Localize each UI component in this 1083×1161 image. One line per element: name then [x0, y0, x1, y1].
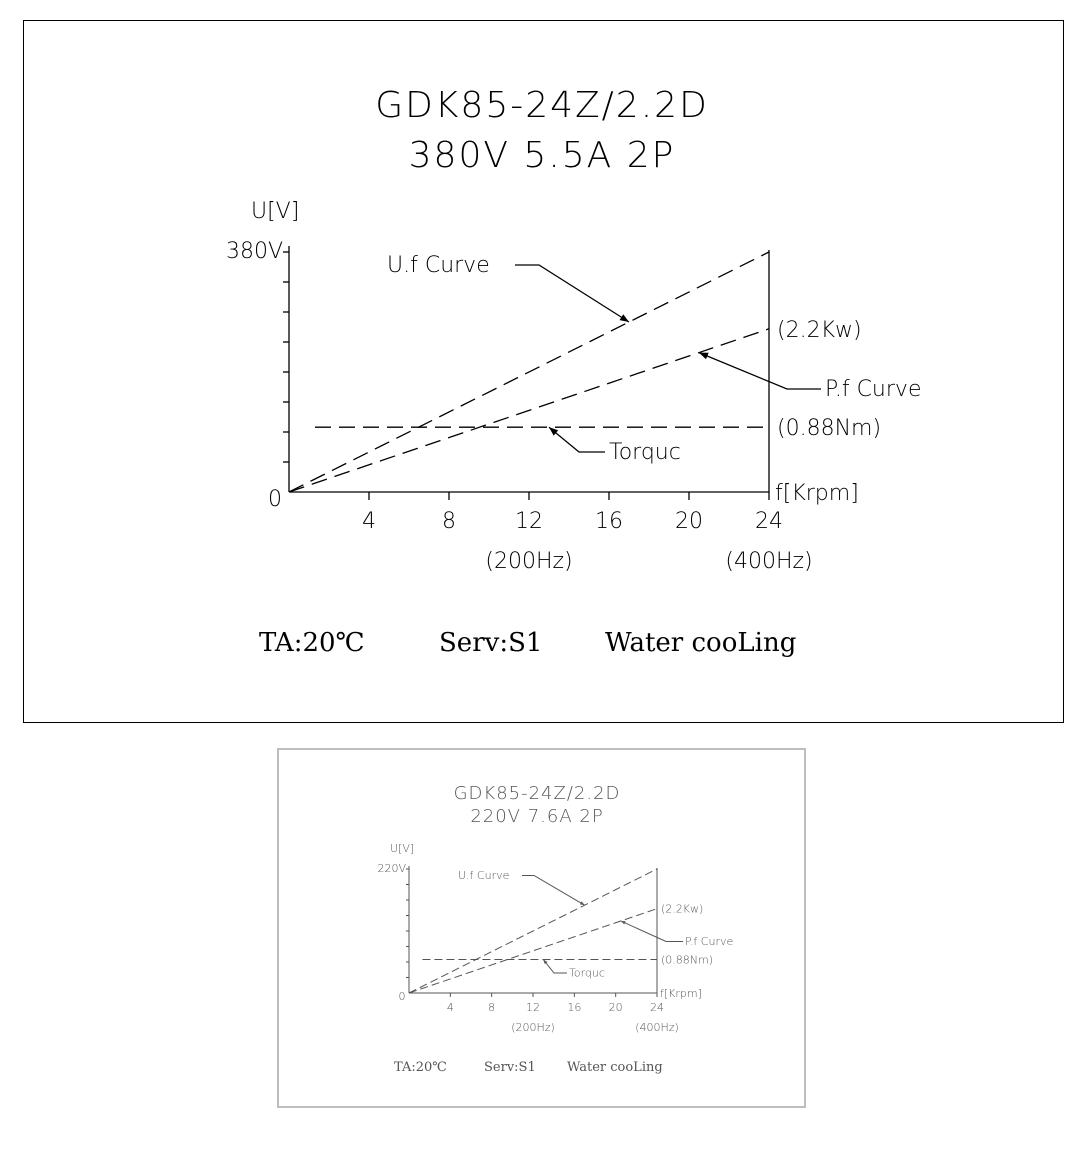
- origin-label: 0: [268, 487, 282, 512]
- x-axis-label: f[Krpm]: [775, 481, 859, 506]
- x-tick-label: 4: [446, 1001, 454, 1014]
- series-end-label: (2.2Kw): [661, 902, 704, 916]
- chart-panel-220v: [277, 748, 806, 1108]
- chart-title: GDK85-24Z/2.2D: [453, 783, 621, 804]
- chart-subtitle: 380V 5.5A 2P: [408, 135, 676, 176]
- uf-curve-label: U.f Curve: [387, 253, 490, 278]
- pf-curve-leader: [621, 921, 683, 942]
- hz-label: (400Hz): [725, 549, 813, 574]
- uf-curve-leader: [522, 876, 585, 906]
- uf-curve-arrow: [580, 901, 585, 905]
- pf-curve-arrow: [621, 921, 626, 924]
- pf-curve-label: P.f Curve: [685, 935, 734, 948]
- uf-curve-line: [409, 869, 657, 993]
- pf-curve-line: [289, 329, 769, 492]
- chart-title: GDK85-24Z/2.2D: [375, 85, 709, 126]
- footer-ta: TA:20℃: [394, 1060, 447, 1075]
- x-tick-label: 16: [567, 1001, 582, 1014]
- series-end-label: (2.2Kw): [777, 317, 862, 343]
- y-axis-label: U[V]: [251, 199, 300, 224]
- uf-curve-line: [289, 252, 769, 492]
- y-max-label: 220V: [377, 862, 406, 875]
- x-tick-label: 24: [755, 509, 783, 534]
- pf-curve-leader: [699, 353, 821, 389]
- series-end-label: (0.88Nm): [661, 953, 714, 967]
- x-tick-label: 20: [608, 1001, 623, 1014]
- x-tick-label: 4: [362, 509, 376, 534]
- hz-label: (200Hz): [485, 549, 573, 574]
- series-end-label: (0.88Nm): [777, 416, 882, 442]
- torque-label: Torquc: [569, 966, 605, 980]
- chart-panel-380v: [23, 20, 1064, 723]
- footer-serv: Serv:S1: [439, 628, 543, 658]
- torque-leader: [543, 960, 567, 973]
- torque-label: Torquc: [609, 440, 681, 465]
- x-tick-label: 24: [650, 1001, 664, 1014]
- footer-serv: Serv:S1: [484, 1060, 536, 1075]
- footer-cooling: Water cooLing: [567, 1060, 663, 1075]
- pf-curve-label: P.f Curve: [825, 377, 922, 402]
- x-tick-label: 12: [526, 1001, 540, 1014]
- uf-chart-380v: [24, 21, 1063, 722]
- uf-curve-leader: [515, 265, 629, 322]
- x-tick-label: 16: [595, 509, 623, 534]
- x-tick-label: 8: [442, 509, 456, 534]
- footer-ta: TA:20℃: [259, 628, 365, 658]
- pf-curve-line: [409, 909, 657, 993]
- uf-curve-label: U.f Curve: [458, 869, 510, 882]
- origin-label: 0: [398, 990, 406, 1003]
- chart-subtitle: 220V 7.6A 2P: [470, 806, 604, 827]
- x-tick-label: 20: [675, 509, 703, 534]
- y-max-label: 380V: [225, 239, 283, 264]
- x-axis-label: f[Krpm]: [660, 987, 702, 1000]
- hz-label: (400Hz): [635, 1021, 679, 1034]
- y-axis-label: U[V]: [390, 842, 415, 855]
- uf-curve-arrow: [620, 314, 629, 322]
- hz-label: (200Hz): [511, 1021, 555, 1034]
- pf-curve-arrow: [699, 353, 709, 360]
- uf-chart-220v: [279, 750, 804, 1106]
- x-tick-label: 8: [488, 1001, 496, 1014]
- x-tick-label: 12: [515, 509, 543, 534]
- footer-cooling: Water cooLing: [605, 628, 797, 658]
